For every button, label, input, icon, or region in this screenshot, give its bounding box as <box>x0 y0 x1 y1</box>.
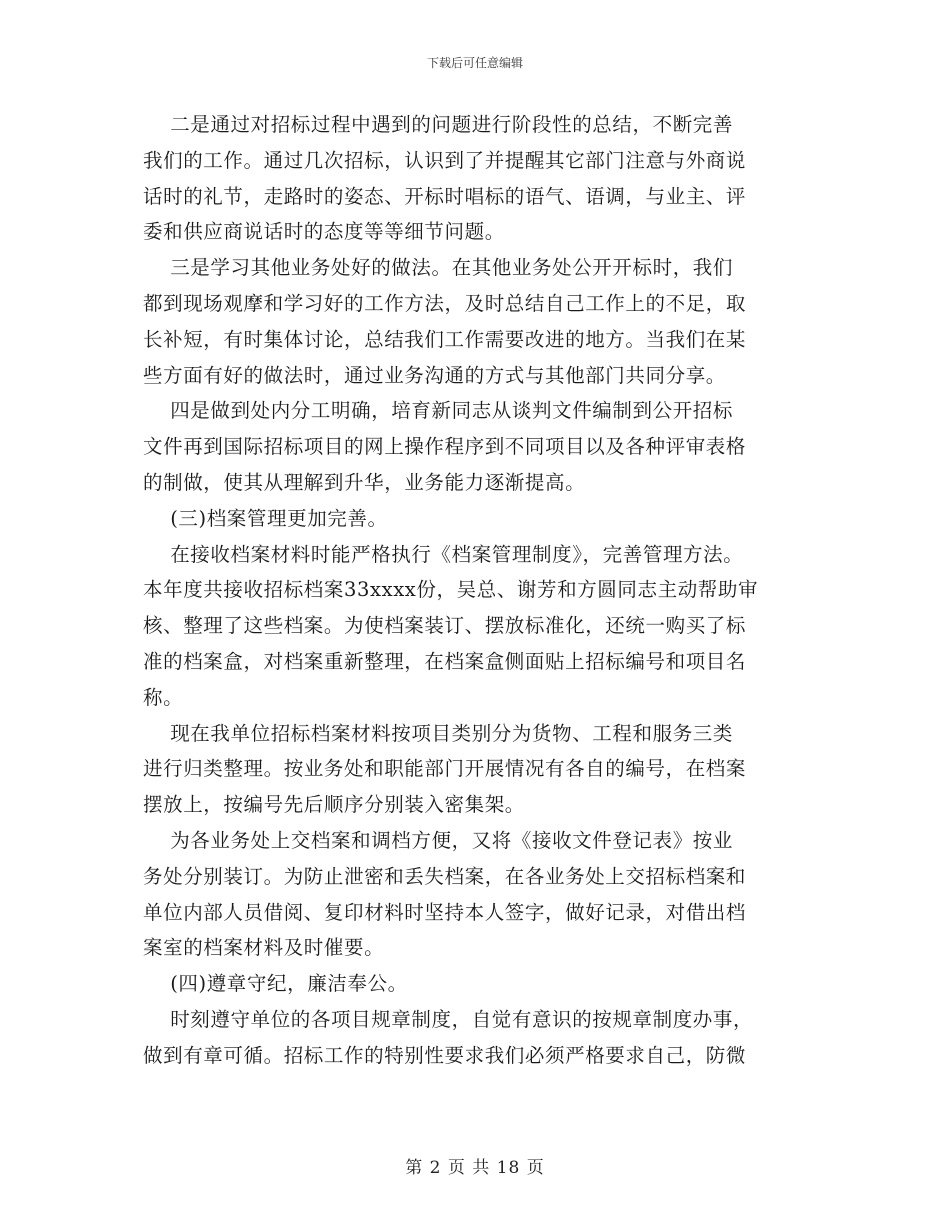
text-line-22: 务处分别装订。为防止泄密和丢失档案，在各业务处上交招标档案和 <box>143 864 747 888</box>
text-line-10: 文件再到国际招标项目的网上操作程序到不同项目以及各种评审表格 <box>143 435 747 459</box>
text-line-23: 单位内部人员借阅、复印材料时坚持本人签字，做好记录，对借出档 <box>143 900 747 924</box>
text-line-17: 称。 <box>143 685 184 709</box>
text-line-03: 话时的礼节，走路时的姿态、开标时唱标的语气、语调，与业主、评 <box>143 184 747 208</box>
text-line-15: 核、整理了这些档案。为使档案装订、摆放标准化，还统一购买了标 <box>143 614 747 638</box>
text-line-04: 委和供应商说话时的态度等等细节问题。 <box>143 220 505 244</box>
text-line-20: 摆放上，按编号先后顺序分别装入密集架。 <box>143 793 525 817</box>
text-line-09: 四是做到处内分工明确，培育新同志从谈判文件编制到公开招标 <box>143 399 733 423</box>
text-line-02: 我们的工作。通过几次招标，认识到了并提醒其它部门注意与外商说 <box>143 148 747 172</box>
text-line-13: 在接收档案材料时能严格执行《档案管理制度》，完善管理方法。 <box>143 542 744 566</box>
page-footer: 第 2 页 共 18 页 <box>405 1158 545 1178</box>
text-line-06: 都到现场观摩和学习好的工作方法，及时总结自己工作上的不足，取 <box>143 291 747 315</box>
text-line-21: 为各业务处上交档案和调档方便，又将《接收文件登记表》按业 <box>143 828 733 852</box>
text-line-26: 时刻遵守单位的各项目规章制度，自觉有意识的按规章制度办事， <box>143 1007 754 1031</box>
section-heading-3: (三)档案管理更加完善。 <box>143 506 388 530</box>
text-line-19: 进行归类整理。按业务处和职能部门开展情况有各自的编号，在档案 <box>143 757 747 781</box>
text-line-24: 案室的档案材料及时催要。 <box>143 936 385 960</box>
section-heading-4: (四)遵章守纪，廉洁奉公。 <box>143 972 408 996</box>
text-line-08: 些方面有好的做法时，通过业务沟通的方式与其他部门共同分享。 <box>143 363 726 387</box>
text-line-11: 的制做，使其从理解到升华，业务能力逐渐提高。 <box>143 470 586 494</box>
text-line-07: 长补短，有时集体讨论，总结我们工作需要改进的地方。当我们在某 <box>143 327 747 351</box>
text-line-14: 本年度共接收招标档案33xxxx份，吴总、谢芳和方圆同志主动帮助审 <box>143 578 759 602</box>
text-line-18: 现在我单位招标档案材料按项目类别分为货物、工程和服务三类 <box>143 721 733 745</box>
text-line-01: 二是通过对招标过程中遇到的问题进行阶段性的总结，不断完善 <box>143 113 733 136</box>
text-line-05: 三是学习其他业务处好的做法。在其他业务处公开开标时，我们 <box>143 256 733 280</box>
text-line-27: 做到有章可循。招标工作的特别性要求我们必须严格要求自己，防微 <box>143 1043 747 1067</box>
page-header: 下载后可任意编辑 <box>426 56 523 70</box>
document-body <box>143 107 803 1074</box>
text-line-16: 准的档案盒，对档案重新整理，在档案盒侧面贴上招标编号和项目名 <box>143 649 747 673</box>
